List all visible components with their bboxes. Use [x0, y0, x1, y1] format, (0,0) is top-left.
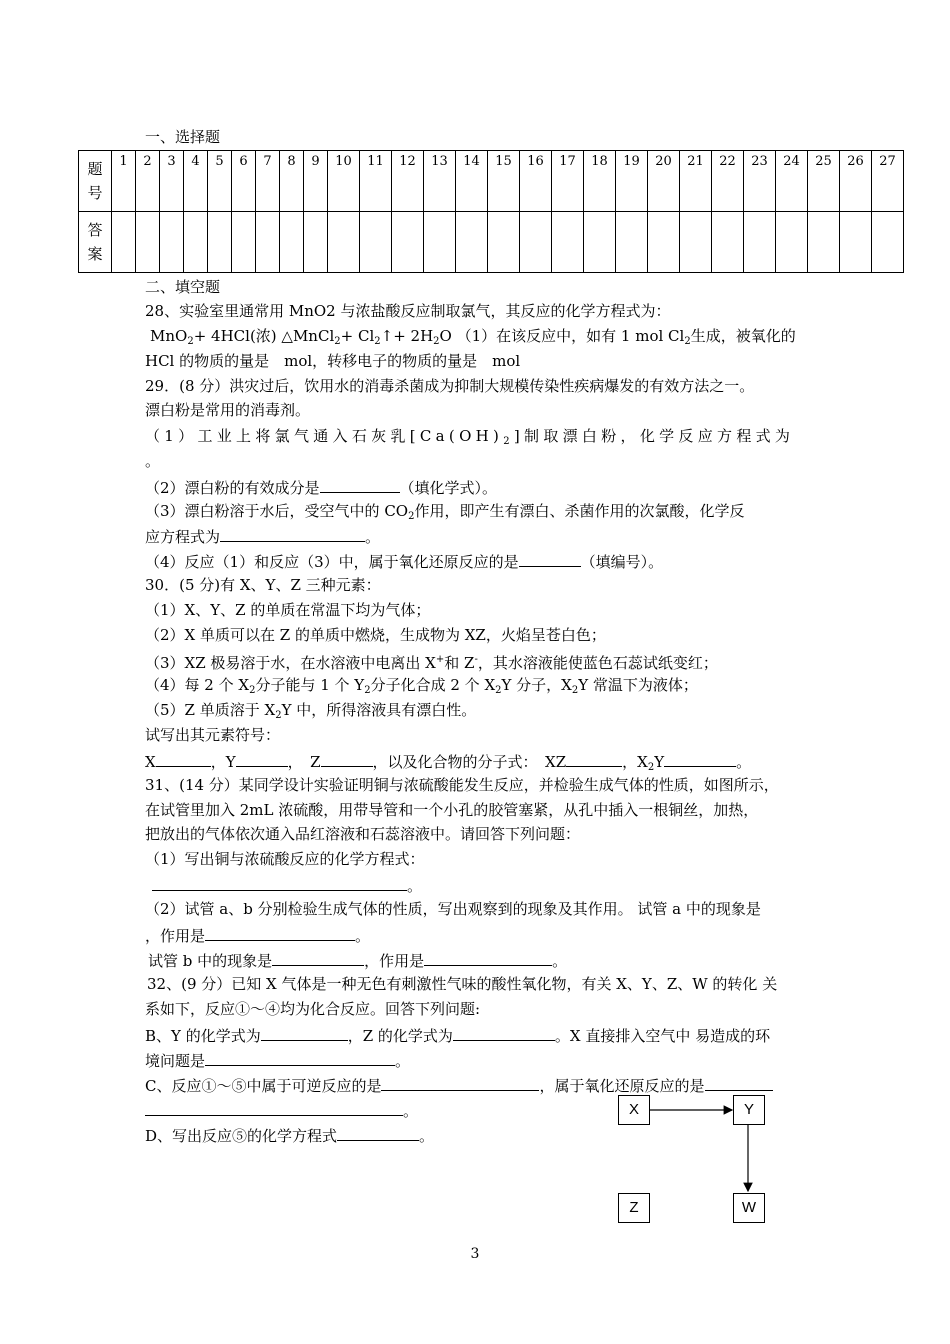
q30-blank-x2y[interactable] — [664, 749, 736, 767]
q31-part2-b: 试管 b 中的现象是 ，作用是 。 — [148, 948, 567, 972]
q32-blank-redox[interactable] — [705, 1073, 773, 1091]
q31-blank-equation[interactable] — [152, 873, 407, 891]
question-number-cell: 19 — [616, 151, 648, 212]
answer-cell[interactable] — [136, 212, 160, 273]
question-number-cell: 24 — [776, 151, 808, 212]
q32-part-b-cont: 境问题是 。 — [145, 1048, 410, 1072]
q32-part-d: D、写出反应⑤的化学方程式 。 — [145, 1123, 434, 1147]
question-number-cell: 18 — [584, 151, 616, 212]
answer-cell[interactable] — [712, 212, 744, 273]
page-number: 3 — [470, 1246, 480, 1262]
question-number-cell: 23 — [744, 151, 776, 212]
question-number-cell: 12 — [392, 151, 424, 212]
question-number-cell: 17 — [552, 151, 584, 212]
q29-blank-3[interactable] — [220, 524, 365, 542]
question-number-cell: 9 — [304, 151, 328, 212]
question-number-cell: 4 — [184, 151, 208, 212]
question-number-cell: 3 — [160, 151, 184, 212]
diagram-box-z: Z — [618, 1193, 650, 1223]
answer-cell[interactable] — [616, 212, 648, 273]
answer-cell[interactable] — [424, 212, 456, 273]
answer-cell[interactable] — [232, 212, 256, 273]
row-label-answer: 答 案 — [79, 212, 112, 273]
question-number-cell: 25 — [808, 151, 840, 212]
q30-line1: 30．(5 分)有 X、Y、Z 三种元素： — [145, 576, 381, 594]
answer-cell[interactable] — [520, 212, 552, 273]
q29-part3-cont: 应方程式为 。 — [145, 524, 380, 548]
answer-cell[interactable] — [256, 212, 280, 273]
answer-cell[interactable] — [680, 212, 712, 273]
q30-blank-x[interactable] — [156, 749, 211, 767]
question-number-cell: 8 — [280, 151, 304, 212]
question-number-cell: 6 — [232, 151, 256, 212]
q29-blank-2[interactable] — [320, 475, 400, 493]
question-number-cell: 16 — [520, 151, 552, 212]
diagram-box-y: Y — [733, 1095, 765, 1125]
answer-cell[interactable] — [456, 212, 488, 273]
question-number-cell: 22 — [712, 151, 744, 212]
answer-cell[interactable] — [392, 212, 424, 273]
question-number-cell: 1 — [112, 151, 136, 212]
q29-line1: 29．(8 分）洪灾过后，饮用水的消毒杀菌成为抑制大规模传染性疾病爆发的有效方法之一。 — [145, 377, 755, 395]
q29-part1: （1）工业上将氯气通入石灰乳$[Ca(OH)_2]$制取漂白粉，化学反应方程式为 — [145, 427, 795, 447]
q31-part1: （1）写出铜与浓硫酸反应的化学方程式： — [145, 850, 425, 868]
q29-part3: （3）漂白粉溶于水后，受空气中的 $CO_2$作用，即产生有漂白、杀菌作用的次氯酸，化学反 — [145, 502, 745, 522]
q30-blank-y[interactable] — [236, 749, 288, 767]
q31-line3: 把放出的气体依次通入品红溶液和石蕊溶液中。请回答下列问题： — [145, 825, 581, 843]
answer-cell[interactable] — [488, 212, 520, 273]
q31-line1: 31、(14 分）某同学设计实验证明铜与浓硫酸能发生反应，并检验生成气体的性质，如图所示， — [145, 776, 779, 794]
answer-cell[interactable] — [648, 212, 680, 273]
q32-line2: 系如下，反应①～④均为化合反应。回答下列问题: — [145, 1000, 481, 1018]
q31-part1-answer: 。 — [152, 873, 422, 897]
question-number-cell: 10 — [328, 151, 360, 212]
row-label-question-number: 题 号 — [79, 151, 112, 212]
question-number-cell: 14 — [456, 151, 488, 212]
q32-part-c-cont: 。 — [145, 1098, 418, 1122]
answer-cell[interactable] — [208, 212, 232, 273]
q30-blank-z[interactable] — [321, 749, 373, 767]
q28-line3: HCl 的物质的量是 mol，转移电子的物质的量是 mol — [145, 352, 521, 370]
q30-condition1: （1）X、Y、Z 的单质在常温下均为气体； — [145, 601, 431, 619]
question-number-cell: 21 — [680, 151, 712, 212]
q30-condition2: （2）X 单质可以在 Z 的单质中燃烧，生成物为 XZ，火焰呈苍白色； — [145, 626, 606, 644]
q29-part4: （4）反应（1）和反应（3）中，属于氧化还原反应的是 （填编号）。 — [145, 549, 663, 573]
q30-condition3: （3）XZ 极易溶于水，在水溶液中电离出 X+和 Z-，其水溶液能使蓝色石蕊试纸变红； — [145, 654, 718, 672]
answer-cell[interactable] — [280, 212, 304, 273]
section1-title: 一、选择题 — [145, 128, 221, 146]
answer-cell[interactable] — [744, 212, 776, 273]
q29-line2: 漂白粉是常用的消毒剂。 — [145, 401, 311, 419]
answer-cell[interactable] — [840, 212, 872, 273]
q29-part2: （2）漂白粉的有效成分是 （填化学式）。 — [145, 475, 497, 499]
section2-title: 二、填空题 — [145, 278, 221, 296]
answer-cell[interactable] — [584, 212, 616, 273]
answer-cell[interactable] — [808, 212, 840, 273]
question-number-cell: 13 — [424, 151, 456, 212]
q31-part2: （2）试管 a、b 分别检验生成气体的性质，写出观察到的现象及其作用。 试管 a 中的现象是 — [145, 900, 761, 918]
answer-cell[interactable] — [776, 212, 808, 273]
q32-part-c: C、反应①～⑤中属于可逆反应的是 ，属于氧化还原反应的是 — [145, 1073, 773, 1097]
answer-cell[interactable] — [184, 212, 208, 273]
q32-blank-redox-cont[interactable] — [145, 1098, 403, 1116]
answer-cell[interactable] — [872, 212, 904, 273]
q32-line1: 32、(9 分）已知 X 气体是一种无色有刺激性气味的酸性氧化物，有关 X、Y、Z、W 的转化 关 — [147, 975, 778, 993]
answer-cell[interactable] — [552, 212, 584, 273]
question-number-cell: 27 — [872, 151, 904, 212]
q32-part-b: B、Y 的化学式为 ，Z 的化学式为 。X 直接排入空气中 易造成的环 — [145, 1023, 770, 1047]
question-number-cell: 5 — [208, 151, 232, 212]
diagram-box-x: X — [618, 1095, 650, 1125]
q32-blank-z-formula[interactable] — [453, 1023, 555, 1041]
q31-blank-b-phenomenon[interactable] — [272, 948, 364, 966]
q30-fill-line: X ，Y ， Z ，以及化合物的分子式： XZ ，$X_2Y$ 。 — [145, 749, 751, 779]
question-number-cell: 15 — [488, 151, 520, 212]
q29-blank-4[interactable] — [519, 549, 581, 567]
q30-blank-xz[interactable] — [566, 749, 622, 767]
q30-condition4: （4）每 2 个 $X_2$分子能与 1 个 $Y_2$分子化合成 2 个 $X_2Y$ 分子，$X_2Y$ 常温下为液体； — [145, 676, 698, 696]
answer-cell[interactable] — [112, 212, 136, 273]
q31-line2: 在试管里加入 2mL 浓硫酸，用带导管和一个小孔的胶管塞紧，从孔中插入一根铜丝，加热， — [145, 801, 759, 819]
question-number-cell: 20 — [648, 151, 680, 212]
diagram-box-w: W — [733, 1193, 765, 1223]
q32-blank-equation5[interactable] — [337, 1123, 419, 1141]
answer-row — [79, 212, 904, 273]
q32-blank-y-formula[interactable] — [261, 1023, 348, 1041]
q31-blank-a-role[interactable] — [205, 923, 355, 941]
q30-ask: 试写出其元素符号： — [145, 726, 281, 744]
question-number-cell: 7 — [256, 151, 280, 212]
answer-cell[interactable] — [360, 212, 392, 273]
answer-cell[interactable] — [304, 212, 328, 273]
answer-cell[interactable] — [328, 212, 360, 273]
q32-blank-environment[interactable] — [205, 1048, 395, 1066]
q28-equation: MnO$_2$+ 4HCl(浓) △MnCl$_2$+ $Cl_2↑+ 2H_2O$ （1）在该反应中，如有 1 mol $Cl_2$生成，被氧化的 — [150, 327, 796, 347]
q29-line4: 。 — [145, 452, 161, 470]
q28-line1: 28、实验室里通常用 MnO2 与浓盐酸反应制取氯气，其反应的化学方程式为： — [145, 302, 671, 320]
q32-blank-reversible[interactable] — [381, 1073, 539, 1091]
question-number-cell: 2 — [136, 151, 160, 212]
q31-blank-b-role[interactable] — [424, 948, 552, 966]
q31-part2-a: ，作用是 。 — [145, 923, 370, 947]
question-number-row — [79, 151, 904, 212]
q30-condition5: （5）Z 单质溶于 $X_2Y$ 中，所得溶液具有漂白性。 — [145, 701, 477, 721]
answer-table — [78, 150, 904, 273]
question-number-cell: 11 — [360, 151, 392, 212]
answer-cell[interactable] — [160, 212, 184, 273]
question-number-cell: 26 — [840, 151, 872, 212]
